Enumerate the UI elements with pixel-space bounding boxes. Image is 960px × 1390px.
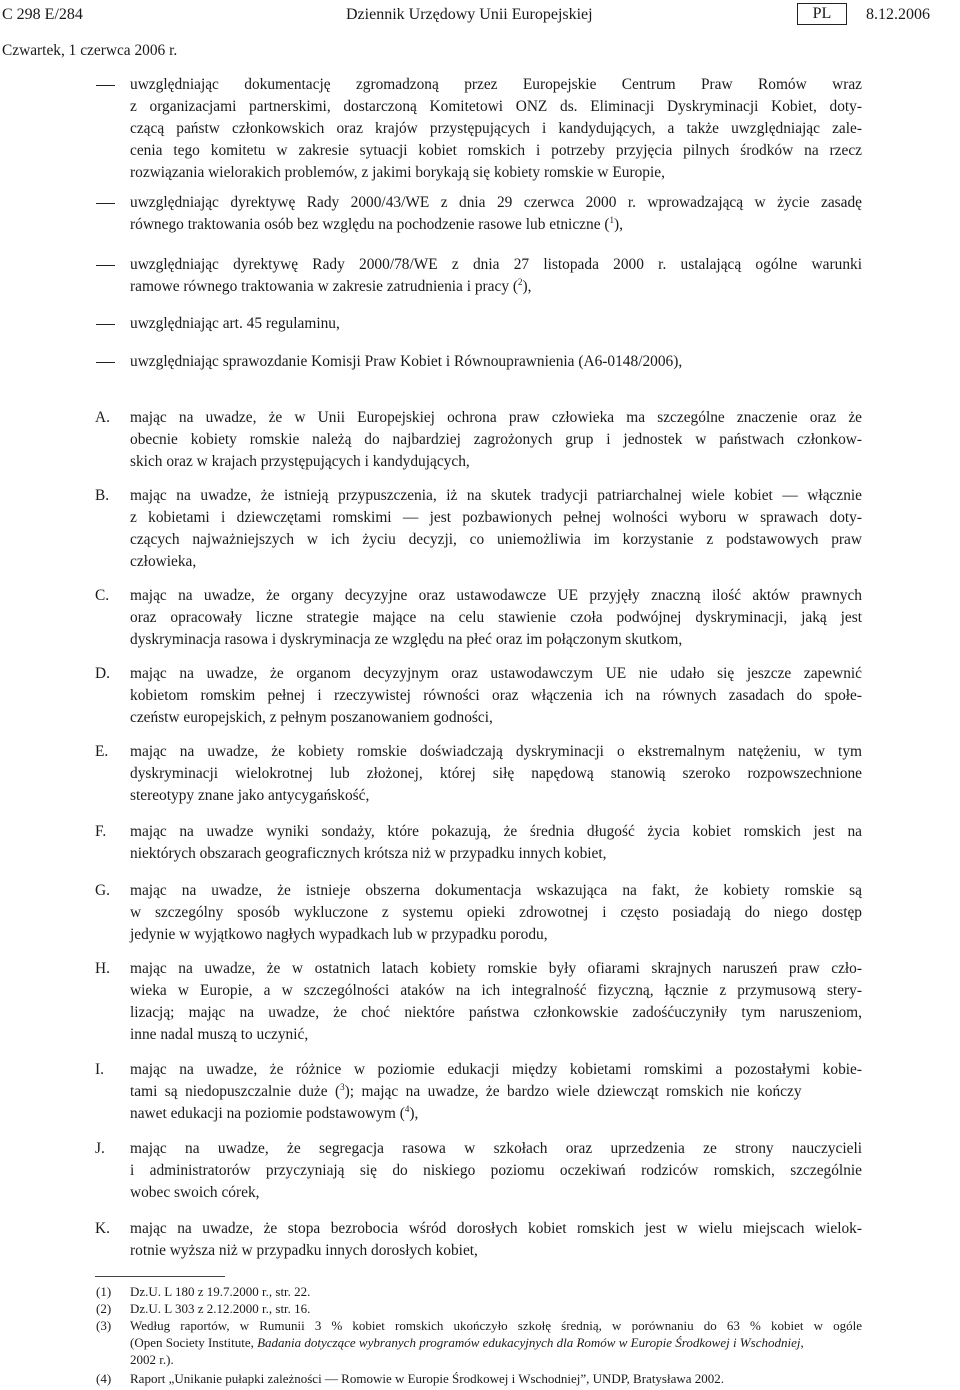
- footnote-ref[interactable]: 1: [609, 214, 614, 225]
- citation-text: uwzględniając dyrektywę Rady 2000/43/WE z dnia 29 czerwca 2000 r. wprowadzającą w życie zasadę równego traktowania osób bez względu na pochodzenie rasowe lub etniczne ($^1$),: [130, 194, 862, 233]
- recital-text: mając na uwadze, że istnieją przypuszczenia, iż na skutek tradycji patriarchalnej wiele kobiet — włącznie z kobietami i dziewczętami romskimi — jest pozbawionych pełnej wolności wyboru w sprawach doty- czących najważniejszych w ich życiu decyzji, co uniemożliwia im korzystanie z podstawowych praw człowieka,: [130, 487, 862, 570]
- recital-text: mając na uwadze, że różnice w poziomie edukacji między kobietami romskimi a pozostałymi kobie- tami są niedopuszczalnie duże ($^3$); mając na uwadze, że bardzo wiele dziewcząt romskich nie kończy nawet edukacji na poziomie podstawowym ($^4$),: [130, 1061, 862, 1122]
- recital-text: mając na uwadze, że organom decyzyjnym oraz ustawodawczym UE nie udało się jeszcze zapewnić kobietom romskim pełnej i rzeczywistej równości oraz włączenia ich na równych zasadach do społe- czeństw europejskich, z pełnym poszanowaniem godności,: [130, 665, 862, 726]
- citation-text: uwzględniając dyrektywę Rady 2000/78/WE z dnia 27 listopada 2000 r. ustalającą ogólne warunki ramowe równego traktowania w zakresie zatrudnienia i pracy ($^2$),: [130, 256, 862, 295]
- recital-text: mając na uwadze, że w ostatnich latach kobiety romskie były ofiarami skrajnych naruszeń praw czło- wieka w Europie, a w szczególności ataków na ich integralność fizyczną, łącznie z przymusową stery- lizacją; mając na uwadze, że choć niektóre państwa członkowskie zadośćuczyniły tym naruszeniom, inne nadal muszą to uczynić,: [130, 960, 862, 1043]
- recital-text: mając na uwadze wyniki sondaży, które pokazują, że średnia długość życia kobiet romskich jest na niektórych obszarach geograficznych krótsza niż w przypadku innych kobiet,: [130, 823, 862, 862]
- page-header: [0, 2, 960, 26]
- recital-text: mając na uwadze, że segregacja rasowa w szkołach oraz uprzedzenia ze strony nauczycieli i administratorów przyczyniają się do niskiego poziomu oczekiwań rodziców romskich, szczególnie wobec swoich córek,: [130, 1140, 862, 1201]
- footnote-text: Dz.U. L 303 z 2.12.2000 r., str. 16.: [130, 1301, 311, 1316]
- dash-marker: [96, 265, 115, 266]
- citation-text: uwzględniając sprawozdanie Komisji Praw Kobiet i Równouprawnienia (A6-0148/2006),: [130, 353, 683, 370]
- recital-label: K.: [95, 1220, 110, 1237]
- recital-label: A.: [95, 409, 110, 426]
- footnote-number: (4): [96, 1371, 112, 1386]
- footnote-text: Dz.U. L 180 z 19.7.2000 r., str. 22.: [130, 1284, 311, 1299]
- journal-reference: C 298 E/284: [2, 6, 83, 23]
- recital-label: D.: [95, 665, 110, 682]
- recital-label: E.: [95, 743, 109, 760]
- dash-marker: [96, 203, 115, 204]
- footnote-number: (2): [96, 1301, 112, 1316]
- footnote-number: (1): [96, 1284, 112, 1299]
- footnote-text: Raport „Unikanie pułapki zależności — Romowie w Europie Środkowej i Wschodniej”, UNDP, Bratysława 2002.: [130, 1371, 725, 1386]
- dash-marker: [96, 324, 115, 325]
- language-badge: PL: [797, 3, 847, 25]
- footnote-ref[interactable]: 3: [340, 1081, 345, 1092]
- footnote-number: (3): [96, 1318, 112, 1333]
- publication-title: Dziennik Urzędowy Unii Europejskiej: [346, 6, 593, 23]
- dash-marker: [96, 85, 115, 86]
- recital-text: mając na uwadze, że organy decyzyjne oraz ustawodawcze UE przyjęły znaczną ilość aktów prawnych oraz opracowały liczne strategie mające na celu stawienie czoła podwójnej dyskryminacji, jaką jest dyskryminacja rasowa i dyskryminacja ze względu na płeć oraz im połączonym skutkom,: [130, 587, 862, 648]
- recital-label: C.: [95, 587, 110, 604]
- recital-label: I.: [95, 1061, 104, 1078]
- footnote-ref[interactable]: 4: [404, 1103, 410, 1114]
- issue-date: 8.12.2006: [866, 6, 930, 23]
- footnote-text: Według raportów, w Rumunii 3 % kobiet romskich ukończyło szkołę średnią, w porównaniu do 63 % kobiet w ogóle (Open Society Institute, Badania dotyczące wybranych programów edukacyjnych dla Romów w Europie Środkowej i Wschodniej, 2002 r.).: [130, 1318, 862, 1367]
- citation-text: uwzględniając art. 45 regulaminu,: [130, 315, 340, 332]
- footnote-ref[interactable]: 2: [518, 276, 523, 287]
- recital-label: G.: [95, 882, 110, 899]
- recital-label: H.: [95, 960, 110, 977]
- citation-text: uwzględniając dokumentację zgromadzoną przez Europejskie Centrum Praw Romów wraz z organizacjami partnerskimi, dostarczoną Komitetowi ONZ ds. Eliminacji Dyskryminacji Kobiet, doty- czącą państw członkowskich oraz krajów przystępujących i kandydujących, a także uwzględniając zale- cenia tego komitetu w zakresie sytuacji kobiet romskich i potrzeby przyjęcia pilnych środków na rzecz rozwiązania wielorakich problemów, z jakimi borykają się kobiety romskie w Europie,: [130, 76, 862, 181]
- recital-text: mając na uwadze, że w Unii Europejskiej ochrona praw człowieka ma szczególne znaczenie oraz że obecnie kobiety romskie należą do najbardziej zagrożonych grup i jednostek w państwach członkow- skich oraz w krajach przystępujących i kandydujących,: [130, 409, 862, 470]
- recital-label: B.: [95, 487, 110, 504]
- recital-text: mając na uwadze, że istnieje obszerna dokumentacja wskazująca na fakt, że kobiety romskie są w szczególny sposób wykluczone z systemu opieki zdrowotnej i często posiadają do niego dostęp jedynie w wyjątkowo nagłych wypadkach lub w przypadku porodu,: [130, 882, 862, 943]
- footnote-separator: [95, 1276, 225, 1277]
- recital-text: mając na uwadze, że stopa bezrobocia wśród dorosłych kobiet romskich jest w wielu miejscach wielok- rotnie wyższa niż w przypadku innych dorosłych kobiet,: [130, 1220, 862, 1259]
- dash-marker: [96, 362, 115, 363]
- recital-text: mając na uwadze, że kobiety romskie doświadczają dyskryminacji o ekstremalnym natężeniu, w tym dyskryminacji wielokrotnej lub złożonej, której siłę napędową stanowią szeroko rozpowszechnione stereotypy znane jako antycygańskość,: [130, 743, 862, 804]
- recital-label: F.: [95, 823, 107, 840]
- recital-label: J.: [95, 1140, 105, 1157]
- session-dateline: Czwartek, 1 czerwca 2006 r.: [2, 42, 178, 59]
